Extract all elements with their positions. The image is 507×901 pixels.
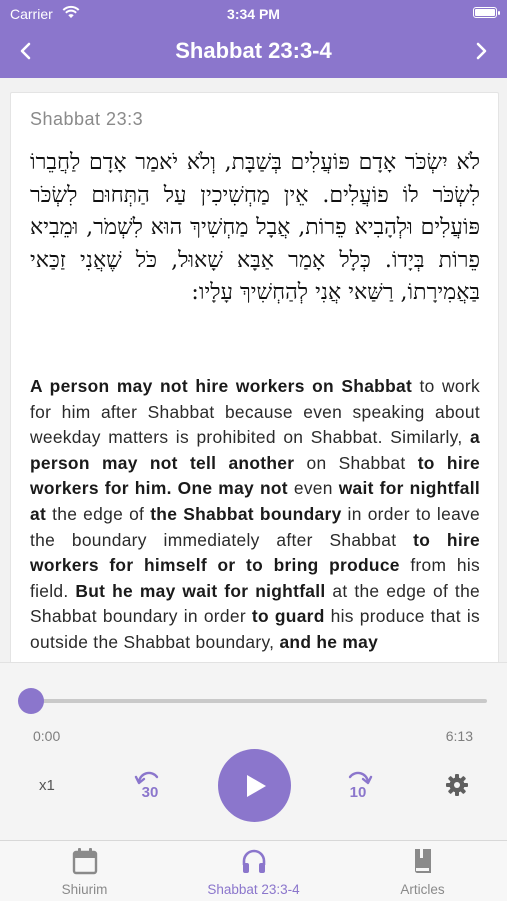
- skip-forward-label: 10: [349, 784, 367, 800]
- explanation-phrase: to work for him after Shabbat because even speaking about weekday matters is prohibited on Shabbat. Similarly,: [30, 376, 480, 448]
- play-button[interactable]: [218, 749, 291, 822]
- progress-track[interactable]: [31, 699, 487, 703]
- next-chevron-icon[interactable]: [469, 39, 493, 63]
- mishnah-phrase: to guard: [251, 606, 325, 627]
- explanation-phrase: from his field.: [30, 555, 480, 601]
- fast-forward-icon: [342, 768, 374, 800]
- explanation-phrase: the edge of: [46, 503, 151, 524]
- settings-gear-icon[interactable]: [445, 773, 469, 797]
- explanation-phrase: on Shabbat: [294, 452, 418, 473]
- mishnah-phrase: to hire workers for him. One may not: [30, 452, 480, 499]
- mishnah-phrase: to hire workers for himself or to bring produce: [30, 529, 480, 576]
- tab-articles-label: Articles: [400, 882, 445, 897]
- playback-speed-button[interactable]: x1: [39, 777, 55, 794]
- mishnah-phrase: wait for nightfall at: [30, 478, 481, 524]
- previous-chevron-icon[interactable]: [14, 39, 38, 63]
- progress-thumb[interactable]: [18, 688, 44, 714]
- tab-current-passage[interactable]: [169, 841, 338, 901]
- content-scroll-area[interactable]: [0, 78, 507, 662]
- passage-card: [10, 92, 499, 662]
- skip-forward-10-button[interactable]: [342, 768, 374, 800]
- play-icon: [244, 773, 268, 799]
- tab-articles[interactable]: [338, 841, 507, 901]
- total-duration: 6:13: [445, 728, 473, 744]
- skip-back-30-button[interactable]: [133, 768, 165, 800]
- tab-shiurim-label: Shiurim: [61, 882, 108, 897]
- hebrew-text: לֹא יִשְׂכֹּר אָדָם פּוֹעֲלִים בְּשַׁבָּת, וְלֹא יֹאמַר אָדָם לַחֲבֵרוֹ לִשְׂכֹּר לוֹ פוֹעֲלִים. אֵין מַחְשִׁיכִין עַל הַתְּחוּם לִשְׂכֹּר פּוֹעֲלִים וּלְהָבִיא פֵרוֹת, אֲבָל מַחְשִׁיךְ הוּא לִשְׁמֹר, וּמֵבִיא פֵרוֹת בְּיָדוֹ. כְּלָל אָמַר אַבָּא שָׁאוּל, כֹּל שֶׁאֲנִי זַכַּאי בַּאֲמִירָתוֹ, רַשַּׁאי אֲנִי לְהַחְשִׁיךְ עָלָיו:: [30, 150, 480, 305]
- explanation-phrase: in order to leave the boundary immediately after Shabbat: [30, 503, 481, 550]
- page-title: Shabbat 23:3-4: [175, 38, 332, 63]
- status-bar: [0, 0, 507, 26]
- mishnah-phrase: and he may: [279, 631, 379, 652]
- navigation-bar: [0, 26, 507, 78]
- book-icon: [410, 847, 436, 875]
- mishnah-phrase: But he may wait for nightfall: [75, 580, 326, 601]
- explanation-phrase: his produce that is outside the Shabbat boundary,: [30, 606, 480, 652]
- tab-shiurim[interactable]: [0, 841, 169, 901]
- elapsed-time: 0:00: [33, 728, 61, 744]
- explanation-phrase: even: [287, 478, 339, 499]
- passage-reference: Shabbat 23:3: [30, 109, 144, 129]
- skip-back-label: 30: [141, 784, 159, 800]
- tab-bar: [0, 840, 507, 901]
- rewind-icon: [133, 768, 165, 800]
- tab-current-passage-label: Shabbat 23:3-4: [207, 882, 300, 897]
- mishnah-phrase: a person may not tell another: [30, 427, 480, 473]
- carrier-label: Carrier: [10, 6, 53, 22]
- english-translation: [30, 374, 480, 656]
- calendar-icon: [72, 847, 98, 875]
- battery-tip: [498, 11, 500, 15]
- audio-player: [0, 662, 507, 841]
- explanation-phrase: at the edge of the Shabbat boundary in order: [30, 580, 481, 627]
- headphones-icon: [241, 847, 267, 875]
- mishnah-phrase: the Shabbat boundary: [150, 503, 342, 524]
- battery-icon: [473, 7, 497, 18]
- clock-time: 3:34 PM: [227, 6, 280, 22]
- mishnah-phrase: A person may not hire workers on Shabbat: [30, 376, 413, 396]
